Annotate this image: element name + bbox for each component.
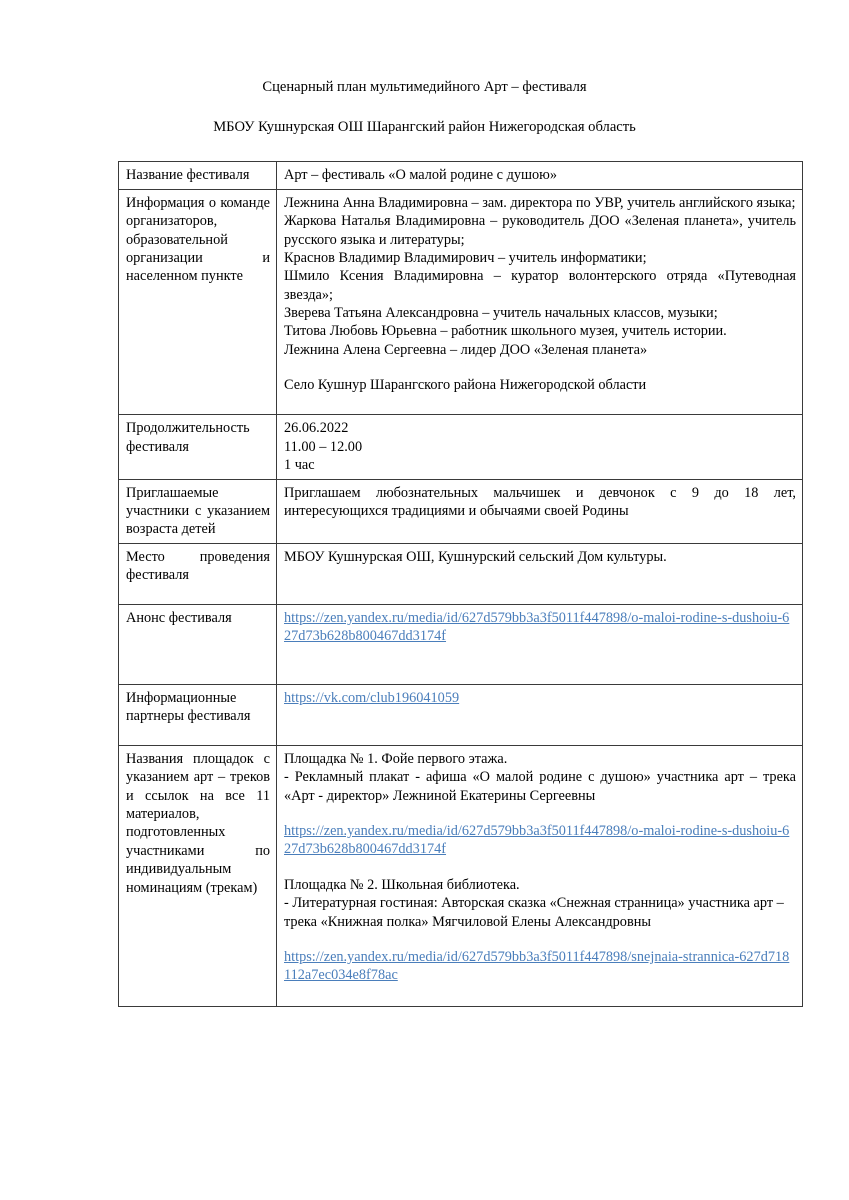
value-line: Лежнина Анна Владимировна – зам. директора по УВР, учитель английского языка; — [284, 194, 796, 211]
table-row — [119, 162, 803, 189]
row-label: Информация о команде организаторов, образовательной организации и населенном пункте — [119, 189, 277, 415]
blank-line — [284, 646, 796, 663]
table-row — [119, 415, 803, 479]
table-row — [119, 189, 803, 415]
table-row — [119, 543, 803, 604]
venue-2-link[interactable]: https://zen.yandex.ru/media/id/627d579bb3a3f5011f447898/snejnaia-strannica-627d718112a7ec034e8f78ac — [284, 948, 790, 984]
table-row — [119, 604, 803, 684]
value-line: Титова Любовь Юрьевна – работник школьного музея, учитель истории. — [284, 323, 727, 340]
row-value — [277, 604, 803, 684]
row-value — [277, 684, 803, 745]
blank-line — [284, 663, 796, 680]
venue-description: - Литературная гостиная: Авторская сказка «Снежная странница» участника арт – трека «Книжная полка» Мягчиловой Елены Александровны — [284, 895, 784, 930]
row-value — [277, 162, 803, 189]
row-value — [277, 189, 803, 415]
table-row — [119, 684, 803, 745]
announcement-link[interactable]: https://zen.yandex.ru/media/id/627d579bb3a3f5011f447898/o-maloi-rodine-s-dushoiu-627d73b628b800467dd3174f — [284, 609, 790, 645]
row-label: Название фестиваля — [119, 162, 277, 189]
page-subtitle: МБОУ Кушнурская ОШ Шарангский район Нижегородская область — [213, 119, 636, 136]
value-line: Краснов Владимир Владимирович – учитель информатики; — [284, 249, 647, 266]
value-line: Арт – фестиваль «О малой родине с душою» — [284, 167, 557, 184]
table-row — [119, 479, 803, 543]
value-line-date: 26.06.2022 — [284, 420, 349, 437]
venue-heading: Площадка № 2. Школьная библиотека. — [284, 876, 520, 893]
value-line: МБОУ Кушнурская ОШ, Кушнурский сельский Дом культуры. — [284, 548, 667, 565]
blank-line — [284, 359, 796, 376]
value-line: Шмило Ксения Владимировна – куратор волонтерского отряда «Путеводная звезда»; — [284, 268, 796, 303]
blank-line — [284, 931, 796, 948]
row-value — [277, 543, 803, 604]
blank-line — [284, 985, 796, 1002]
row-value: Приглашаем любознательных мальчишек и девчонок с 9 до 18 лет, интересующихся традициями и обычаями своей Родины — [277, 479, 803, 543]
blank-line — [284, 724, 796, 741]
value-line: Жаркова Наталья Владимировна – руководитель ДОО «Зеленая планета», учитель русского языка и литературы; — [284, 213, 796, 248]
row-label: Информационные партнеры фестиваля — [119, 684, 277, 745]
row-label: Приглашаемые участники с указанием возраста детей — [119, 479, 277, 543]
cell-bottom-pad — [284, 394, 796, 410]
blank-line — [284, 566, 796, 583]
venue-1-link[interactable]: https://zen.yandex.ru/media/id/627d579bb3a3f5011f447898/o-maloi-rodine-s-dushoiu-627d73b628b800467dd3174f — [284, 823, 790, 858]
row-value — [277, 415, 803, 479]
row-label: Продолжительность фестиваля — [119, 415, 277, 479]
row-label: Место проведения фестиваля — [119, 543, 277, 604]
blank-line — [284, 707, 796, 724]
blank-line — [284, 805, 796, 822]
festival-plan-table — [118, 161, 803, 1006]
value-line: Зверева Татьяна Александровна – учитель начальных классов, музыки; — [284, 304, 718, 321]
row-value — [277, 746, 803, 1007]
partner-vk-link[interactable]: https://vk.com/club196041059 — [284, 689, 460, 706]
table-row — [119, 746, 803, 1007]
venue-heading: Площадка № 1. Фойе первого этажа. — [284, 751, 508, 768]
row-label: Анонс фестиваля — [119, 604, 277, 684]
blank-line — [284, 859, 796, 876]
value-line: Лежнина Алена Сергеевна – лидер ДОО «Зеленая планета» — [284, 341, 648, 358]
page-title: Сценарный план мультимедийного Арт – фестиваля — [262, 79, 587, 95]
blank-line — [284, 583, 796, 600]
table-body — [119, 162, 803, 1006]
venue-description: - Рекламный плакат - афиша «О малой родине с душою» участника арт – трека «Арт - директор» Лежниной Екатерины Сергеевны — [284, 769, 796, 804]
value-line-time: 11.00 – 12.00 — [284, 438, 363, 455]
row-label: Названия площадок с указанием арт – треков и ссылок на все 11 материалов, подготовленных участниками по индивидуальным номинациям (трекам) — [119, 746, 277, 1007]
value-line-duration: 1 час — [284, 457, 315, 474]
value-line: Село Кушнур Шарангского района Нижегородской области — [284, 377, 647, 394]
